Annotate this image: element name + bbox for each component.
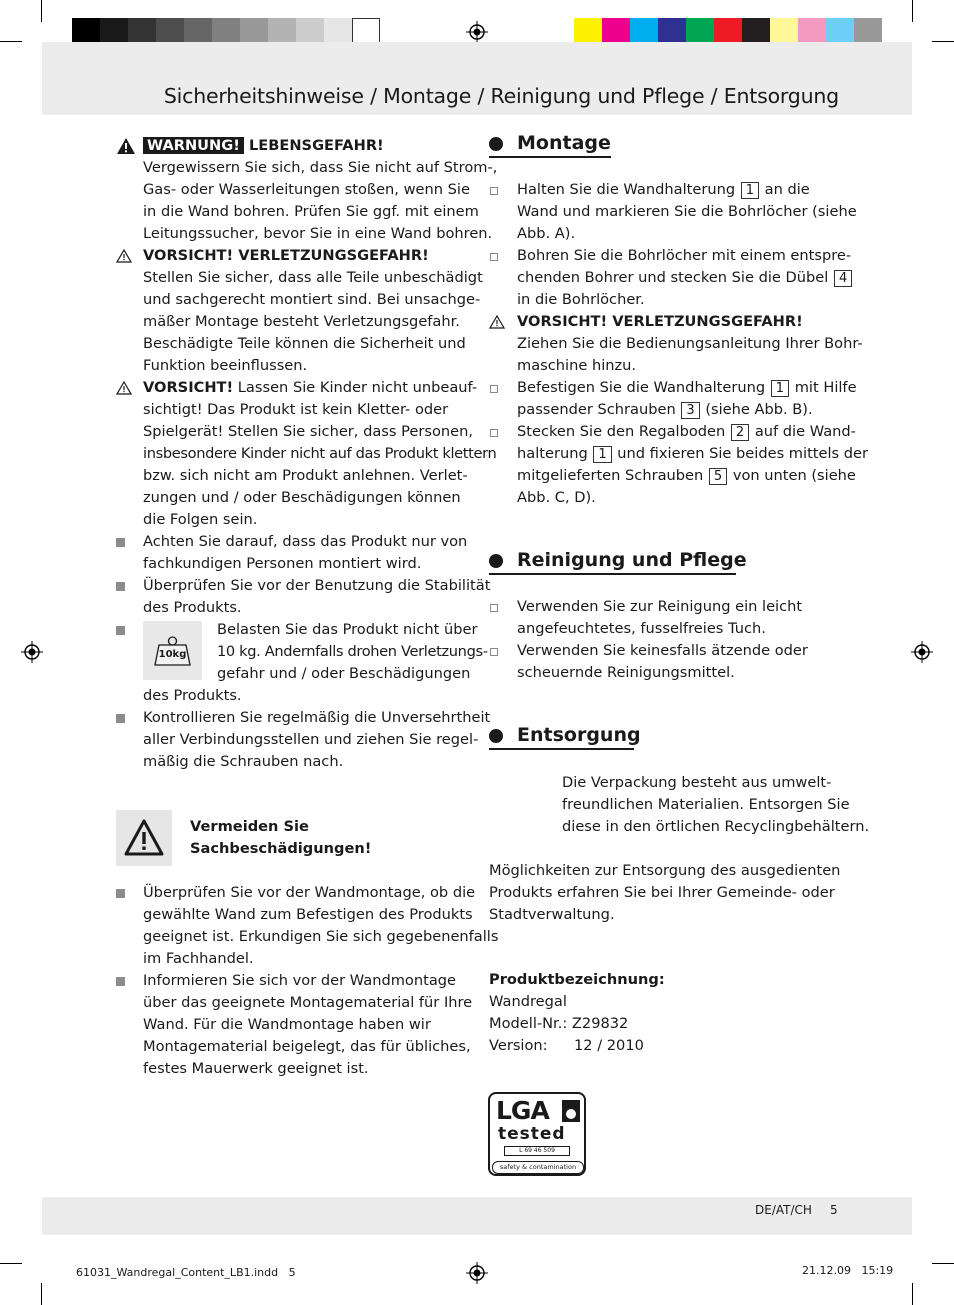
part-number: 2 xyxy=(731,424,749,441)
list-item xyxy=(217,619,488,685)
crop-mark xyxy=(0,41,22,42)
lga-logo-text: LGA xyxy=(496,1096,549,1125)
footer-region: DE/AT/CH xyxy=(755,1203,812,1217)
registration-mark-icon xyxy=(911,641,933,663)
text-line: diese in den örtlichen Recyclingbehältern. xyxy=(562,818,870,835)
warning-text xyxy=(143,157,497,245)
checkbox-bullet xyxy=(490,385,498,393)
text-line xyxy=(517,421,868,443)
crop-mark xyxy=(932,1263,954,1264)
crop-mark xyxy=(0,1263,22,1264)
text-line: in die Bohrlöcher. xyxy=(517,291,645,308)
text-line: Montagematerial beigelegt, das für übliches, xyxy=(143,1038,471,1055)
checkbox-bullet xyxy=(490,604,498,612)
lga-number: L 69 46 509 xyxy=(504,1146,570,1156)
model-line xyxy=(489,1013,665,1035)
list-item xyxy=(517,640,808,684)
weight-icon xyxy=(143,621,202,680)
list-item xyxy=(517,245,853,311)
part-number: 3 xyxy=(681,402,699,419)
caution-first-line xyxy=(143,377,477,399)
list-item xyxy=(517,377,857,421)
product-info xyxy=(489,969,665,1057)
lga-band: safety & contamination xyxy=(492,1161,584,1174)
text-line: festes Mauerwerk geeignet ist. xyxy=(143,1060,369,1077)
text: Befestigen Sie die Wandhalterung xyxy=(517,379,766,396)
lga-tested-text: tested xyxy=(498,1124,566,1144)
bullet-square xyxy=(116,714,125,723)
crop-mark xyxy=(932,41,954,42)
list-item xyxy=(143,707,490,773)
text: auf die Wand- xyxy=(754,423,856,440)
text: mitgelieferten Schrauben xyxy=(517,467,704,484)
text-line: Belasten Sie das Produkt nicht über xyxy=(217,621,478,638)
list-item xyxy=(143,970,472,1080)
text: an die xyxy=(764,181,810,198)
section-heading-entsorgung: Entsorgung xyxy=(517,724,641,746)
text-line: insbesondere Kinder nicht auf das Produkt klettern xyxy=(143,445,497,462)
list-item xyxy=(143,575,490,619)
lga-mark-icon xyxy=(562,1100,580,1122)
version-line xyxy=(489,1035,665,1057)
weight-label: 10kg xyxy=(158,649,187,660)
bullet-square xyxy=(116,889,125,898)
text-line: gefahr und / oder Beschädigungen xyxy=(217,665,471,682)
text-line: bzw. sich nicht am Produkt anlehnen. Verlet- xyxy=(143,467,468,484)
text-line: Gas- oder Wasserleitungen stoßen, wenn Sie xyxy=(143,181,470,198)
list-item xyxy=(517,596,802,640)
warning-badge: WARNUNG! xyxy=(143,137,244,154)
disposal-text xyxy=(489,860,840,926)
bullet-square xyxy=(116,538,125,547)
crop-mark xyxy=(41,1283,42,1305)
version-value: 12 / 2010 xyxy=(574,1037,644,1054)
text-line: 10 kg. Andernfalls drohen Verletzungs- xyxy=(217,643,488,660)
recycling-text xyxy=(562,772,869,838)
section-heading-pflege: Reinigung und Pflege xyxy=(517,549,747,571)
slug-date: 21.12.09 15:19 xyxy=(802,1264,894,1277)
text: (siehe Abb. B). xyxy=(705,401,813,418)
text-line: Produkts erfahren Sie bei Ihrer Gemeinde- oder xyxy=(489,884,835,901)
section-bullet-icon xyxy=(489,554,503,568)
crop-mark xyxy=(912,0,913,22)
caution-text xyxy=(143,399,496,531)
text-line: Bohren Sie die Bohrlöcher mit einem entspre- xyxy=(517,247,852,264)
slug-filename: 61031_Wandregal_Content_LB1.indd 5 xyxy=(76,1266,296,1279)
caution-title: VORSICHT! xyxy=(143,379,234,396)
text-line: Vergewissern Sie sich, dass Sie nicht auf Strom-, xyxy=(143,159,498,176)
text-line xyxy=(517,399,857,421)
text-line: Lassen Sie Kinder nicht unbeauf- xyxy=(237,379,478,396)
page-number: 5 xyxy=(830,1203,838,1217)
text-line: des Produkts. xyxy=(143,687,242,704)
text: von unten (siehe xyxy=(732,467,856,484)
section-underline xyxy=(489,748,634,750)
text-line: Überprüfen Sie vor der Wandmontage, ob die xyxy=(143,884,476,901)
caution-triangle-icon xyxy=(489,315,505,329)
warning-triangle-icon xyxy=(116,810,172,866)
text-line: aller Verbindungsstellen und ziehen Sie regel- xyxy=(143,731,479,748)
caution-triangle-icon xyxy=(116,249,132,263)
text-line: Abb. A). xyxy=(517,225,576,242)
lga-tested-logo xyxy=(488,1092,586,1176)
text-line: zungen und / oder Beschädigungen können xyxy=(143,489,461,506)
text-line: mäßig die Schrauben nach. xyxy=(143,753,344,770)
warning-triangle-icon xyxy=(116,137,136,155)
version-label: Version: xyxy=(489,1037,548,1054)
checkbox-bullet xyxy=(490,648,498,656)
text: passender Schrauben xyxy=(517,401,676,418)
text-line: Leitungssucher, bevor Sie in eine Wand bohren. xyxy=(143,225,493,242)
section-heading-montage: Montage xyxy=(517,132,611,154)
text-line: Verwenden Sie zur Reinigung ein leicht xyxy=(517,598,803,615)
text-line: fachkundigen Personen montiert wird. xyxy=(143,555,422,572)
section-bullet-icon xyxy=(489,137,503,151)
text-line: und sachgerecht montiert sind. Bei unsachge- xyxy=(143,291,481,308)
text-line: Möglichkeiten zur Entsorgung des ausgedienten xyxy=(489,862,841,879)
text-line xyxy=(517,377,857,399)
list-item xyxy=(143,531,467,575)
text-line: Überprüfen Sie vor der Benutzung die Stabilität xyxy=(143,577,491,594)
text-line: Spielgerät! Stellen Sie sicher, dass Personen, xyxy=(143,423,474,440)
notice-icon-box xyxy=(116,810,172,866)
page-title: Sicherheitshinweise / Montage / Reinigung und Pflege / Entsorgung xyxy=(163,84,839,108)
bullet-square xyxy=(116,626,125,635)
registration-mark-icon xyxy=(466,1262,488,1284)
text-line: Funktion beeinflussen. xyxy=(143,357,308,374)
text-line: Die Verpackung besteht aus umwelt- xyxy=(562,774,832,791)
warning-heading xyxy=(143,135,384,157)
list-item xyxy=(143,882,498,970)
checkbox-bullet xyxy=(490,253,498,261)
text-line: des Produkts. xyxy=(143,599,242,616)
section-bullet-icon xyxy=(489,729,503,743)
part-number: 5 xyxy=(709,468,727,485)
text-line: Wand. Für die Wandmontage haben wir xyxy=(143,1016,431,1033)
part-number: 1 xyxy=(593,446,611,463)
text-line: Informieren Sie sich vor der Wandmontage xyxy=(143,972,457,989)
text-line: mäßer Montage besteht Verletzungsgefahr. xyxy=(143,313,460,330)
text-line: im Fachhandel. xyxy=(143,950,254,967)
crop-mark xyxy=(41,0,42,22)
text-line: Vermeiden Sie xyxy=(190,818,309,835)
registration-mark-icon xyxy=(466,21,488,43)
caution-heading: VORSICHT! VERLETZUNGSGEFAHR! xyxy=(143,247,429,264)
model-label: Modell-Nr.: xyxy=(489,1015,568,1032)
text: halterung xyxy=(517,445,588,462)
text-line: über das geeignete Montagematerial für Ihre xyxy=(143,994,473,1011)
part-number: 4 xyxy=(834,270,852,287)
part-number: 1 xyxy=(771,380,789,397)
caution-text xyxy=(517,333,863,377)
part-number: 1 xyxy=(741,182,759,199)
bullet-square xyxy=(116,582,125,591)
text-line: angefeuchtetes, fusselfreies Tuch. xyxy=(517,620,766,637)
text-line: Achten Sie darauf, dass das Produkt nur von xyxy=(143,533,468,550)
text-line: geeignet ist. Erkundigen Sie sich gegebenenfalls xyxy=(143,928,499,945)
text-line: maschine hinzu. xyxy=(517,357,637,374)
text-line: Ziehen Sie die Bedienungsanleitung Ihrer Bohr- xyxy=(517,335,863,352)
caution-heading: VORSICHT! VERLETZUNGSGEFAHR! xyxy=(517,313,803,330)
text-line: freundlichen Materialien. Entsorgen Sie xyxy=(562,796,850,813)
text-line xyxy=(517,267,853,289)
text-line: gewählte Wand zum Befestigen des Produkts xyxy=(143,906,473,923)
text: und fixieren Sie beides mittels der xyxy=(617,445,869,462)
bullet-square xyxy=(116,977,125,986)
text: chenden Bohrer und stecken Sie die Dübel xyxy=(517,269,829,286)
text-line: Wand und markieren Sie die Bohrlöcher (siehe xyxy=(517,203,857,220)
text-line: in die Wand bohren. Prüfen Sie ggf. mit einem xyxy=(143,203,479,220)
crop-mark xyxy=(912,1283,913,1305)
text: Halten Sie die Wandhalterung xyxy=(517,181,736,198)
text-line: Verwenden Sie keinesfalls ätzende oder xyxy=(517,642,808,659)
notice-title xyxy=(190,816,371,860)
text-line xyxy=(517,179,857,201)
list-item xyxy=(517,179,857,245)
checkbox-bullet xyxy=(490,429,498,437)
registration-mark-icon xyxy=(21,641,43,663)
text: mit Hilfe xyxy=(794,379,857,396)
product-label: Produktbezeichnung: xyxy=(489,971,665,988)
caution-triangle-icon xyxy=(116,381,132,395)
text-line: scheuernde Reinigungsmittel. xyxy=(517,664,735,681)
text-line: Kontrollieren Sie regelmäßig die Unversehrtheit xyxy=(143,709,491,726)
list-item xyxy=(517,421,868,509)
checkbox-bullet xyxy=(490,187,498,195)
section-underline xyxy=(489,573,736,575)
text: Stecken Sie den Regalboden xyxy=(517,423,726,440)
text-line: Beschädigte Teile können die Sicherheit und xyxy=(143,335,466,352)
text-line: Stellen Sie sicher, dass alle Teile unbeschädigt xyxy=(143,269,483,286)
warning-title: LEBENSGEFAHR! xyxy=(248,137,384,154)
model-value: Z29832 xyxy=(571,1015,629,1032)
text-line: Abb. C, D). xyxy=(517,489,596,506)
text-line xyxy=(517,465,868,487)
text-line: die Folgen sein. xyxy=(143,511,258,528)
text-line: Stadtverwaltung. xyxy=(489,906,615,923)
text-line: sichtigt! Das Produkt ist kein Kletter- oder xyxy=(143,401,449,418)
section-underline xyxy=(489,156,611,158)
text-line: Sachbeschädigungen! xyxy=(190,840,372,857)
text-line xyxy=(517,443,868,465)
caution-text xyxy=(143,267,483,377)
product-name: Wandregal xyxy=(489,993,567,1010)
